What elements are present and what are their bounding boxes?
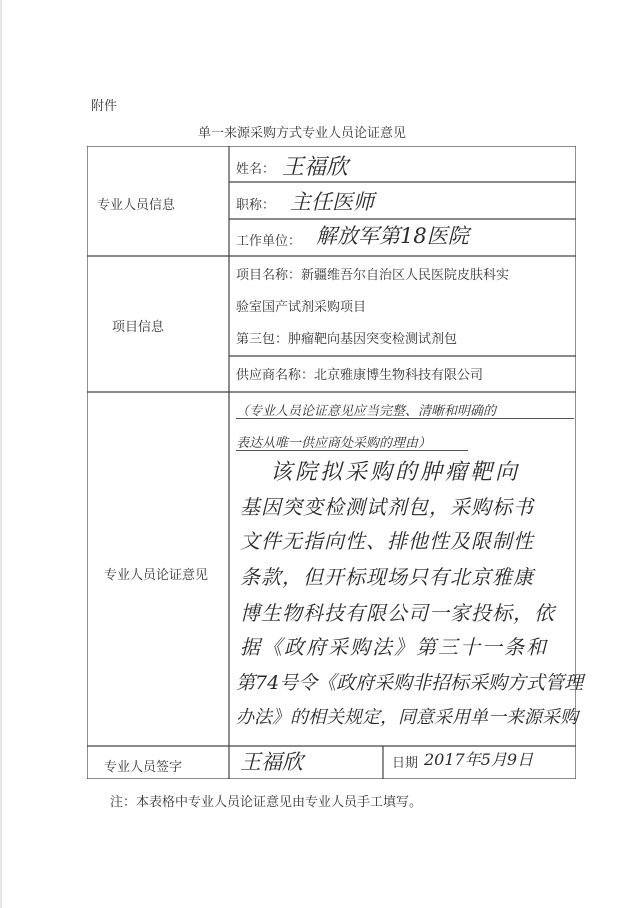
form-title: 单一来源采购方式专业人员论证意见: [198, 126, 407, 141]
project-name-line1: 项目名称：新疆维吾尔自治区人民医院皮肤科实: [236, 268, 510, 283]
expert-signature: 王福欣: [240, 750, 303, 774]
expert-info-section-label: 专业人员信息: [97, 198, 176, 213]
date-label: 日期: [392, 756, 419, 771]
opinion-handwritten-line-2: 基因突变检测试剂包，采购标书: [240, 495, 534, 519]
date-handwritten: 2017年5月9日: [424, 750, 534, 769]
opinion-instruction-line1: （专业人员论证意见应当完整、清晰和明确的: [236, 404, 497, 419]
footnote: 注：本表格中专业人员论证意见由专业人员手工填写。: [110, 795, 423, 810]
opinion-handwritten-line-6: 据《政府采购法》第三十一条和: [240, 635, 548, 659]
name-label: 姓名：: [236, 162, 276, 177]
page-edge: [0, 0, 2, 908]
supplier-name: 供应商名称：北京雅康博生物科技有限公司: [236, 368, 484, 383]
opinion-handwritten-line-7: 第74号令《政府采购非招标采购方式管理: [236, 672, 584, 694]
expert-title-handwritten: 主任医师: [290, 190, 374, 214]
expert-workplace-handwritten: 解放军第18医院: [316, 224, 469, 248]
instruction-underline-2: [236, 450, 468, 451]
workplace-label: 工作单位：: [236, 234, 302, 249]
opinion-instruction-line2: 表达从唯一供应商处采购的理由）: [236, 436, 432, 451]
project-name-line2: 验室国产试剂采购项目: [236, 300, 367, 315]
opinion-handwritten-line-8: 办法》的相关规定，同意采用单一来源采购: [236, 707, 578, 728]
signature-label: 专业人员签字: [104, 760, 183, 775]
title-label: 职称：: [236, 198, 276, 213]
instruction-underline-1: [236, 418, 574, 419]
opinion-section-label: 专业人员论证意见: [104, 568, 209, 583]
project-package: 第三包：肿瘤靶向基因突变检测试剂包: [236, 332, 458, 347]
opinion-handwritten-line-5: 博生物科技有限公司一家投标，依: [240, 601, 555, 625]
attachment-label: 附件: [91, 99, 118, 114]
expert-name-handwritten: 王福欣: [282, 155, 349, 180]
project-info-section-label: 项目信息: [112, 320, 165, 335]
opinion-handwritten-line-3: 文件无指向性、排他性及限制性: [240, 529, 534, 553]
opinion-handwritten-line-4: 条款，但开标现场只有北京雅康: [240, 565, 534, 589]
opinion-handwritten-line-1: 该院拟采购的肿瘤靶向: [270, 460, 521, 485]
